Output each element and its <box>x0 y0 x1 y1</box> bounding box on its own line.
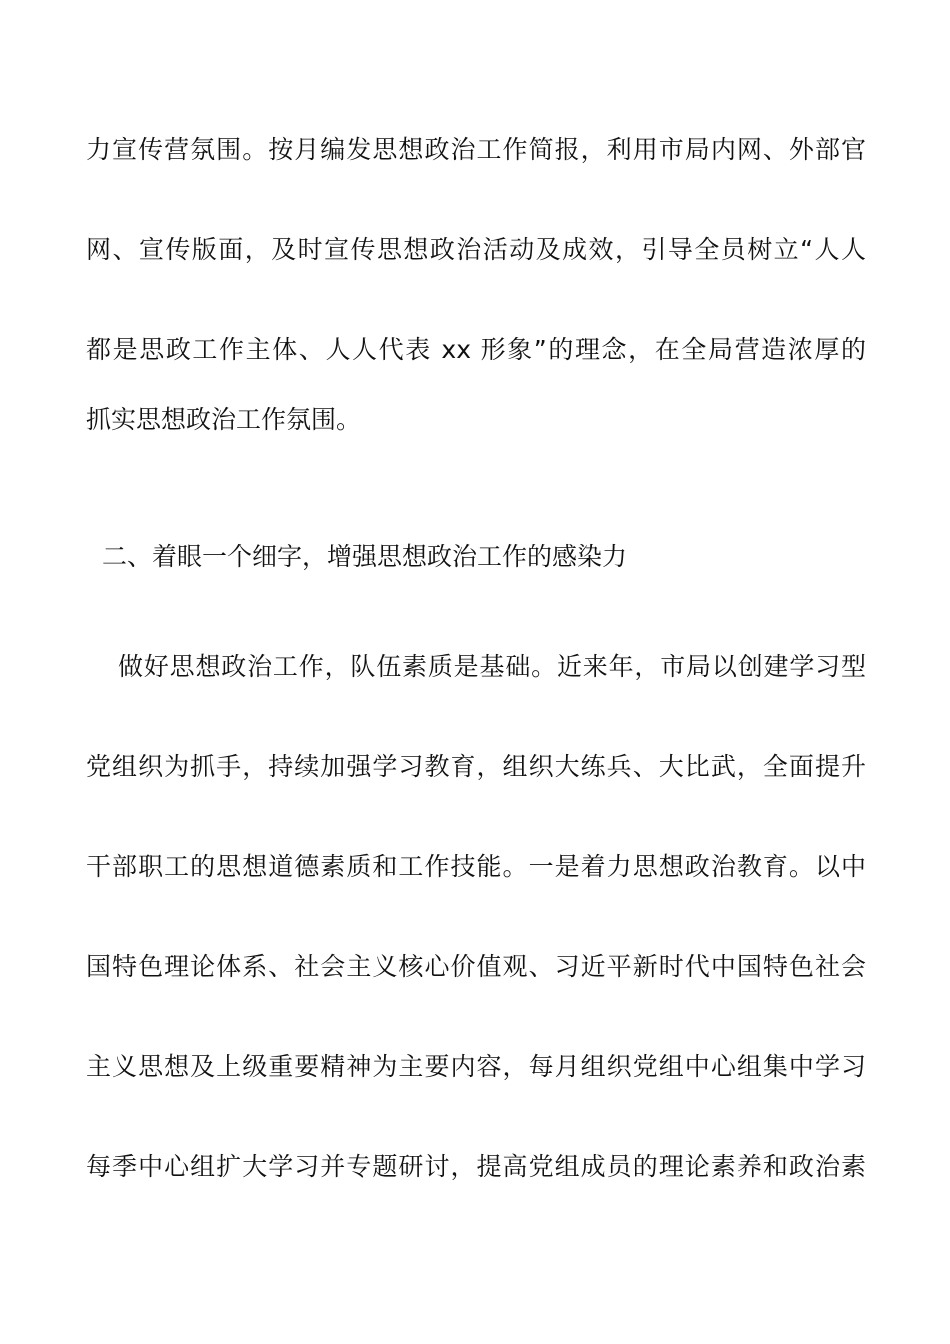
paragraph1-line-3: 都是思政工作主体、人人代表 xx 形象”的理念，在全局营造浓厚的 <box>86 335 866 364</box>
paragraph2-line-5: 主义思想及上级重要精神为主要内容，每月组织党组中心组集中学习 <box>86 1052 866 1081</box>
paragraph1-line-2: 网、宣传版面，及时宣传思想政治活动及成效，引导全员树立“人人 <box>86 235 866 264</box>
paragraph2-line-2: 党组织为抓手，持续加强学习教育，组织大练兵、大比武，全面提升 <box>86 752 866 781</box>
paragraph1-line-4: 抓实思想政治工作氛围。 <box>86 405 362 434</box>
paragraph2-line-4: 国特色理论体系、社会主义核心价值观、习近平新时代中国特色社会 <box>86 952 866 981</box>
paragraph2-line-6: 每季中心组扩大学习并专题研讨，提高党组成员的理论素养和政治素 <box>86 1152 866 1181</box>
paragraph2-line-3: 干部职工的思想道德素质和工作技能。一是着力思想政治教育。以中 <box>86 852 866 881</box>
paragraph1-line-1: 力宣传营氛围。按月编发思想政治工作简报，利用市局内网、外部官 <box>86 135 866 164</box>
section-heading: 二、着眼一个细字，增强思想政治工作的感染力 <box>102 542 628 571</box>
paragraph2-line-1: 做好思想政治工作，队伍素质是基础。近来年，市局以创建学习型 <box>118 652 866 681</box>
